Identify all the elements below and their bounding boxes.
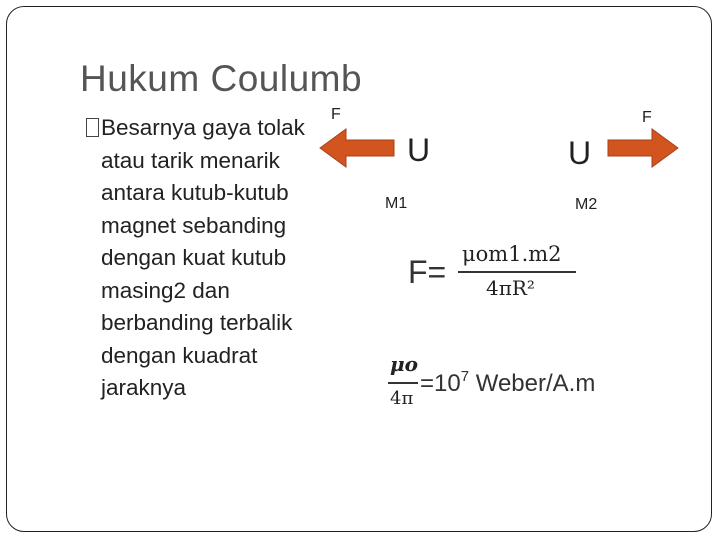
bullet-text <box>86 112 346 405</box>
pole-symbol-1: U <box>407 132 431 168</box>
permeability-denominator: 4π <box>390 388 414 409</box>
permeability-value <box>420 368 595 398</box>
bullet-line: jaraknya <box>101 375 187 400</box>
bullet-line: atau tarik menarik <box>101 147 280 173</box>
bullet-line: berbanding terbalik <box>101 310 293 335</box>
unit-label: Weber/A.m <box>469 370 596 397</box>
fraction-bar <box>458 271 576 273</box>
slide-title: Hukum Coulumb <box>80 58 363 99</box>
permeability-numerator: μo <box>390 352 418 376</box>
force-label-left: F <box>331 106 341 123</box>
fraction-bar <box>388 382 418 384</box>
bullet-line: masing2 dan <box>101 277 230 303</box>
equals-ten: =10 <box>420 370 461 397</box>
exponent: 7 <box>460 368 470 385</box>
formula-lhs: F= <box>408 254 447 290</box>
force-label-right: F <box>642 109 652 126</box>
bullet-line-text: Besarnya gaya tolak <box>101 115 305 140</box>
bullet-box-icon <box>86 118 99 137</box>
bullet-line: dengan kuadrat <box>101 342 258 368</box>
mass-label-1: M1 <box>385 195 408 212</box>
formula-denominator: 4πR² <box>486 276 535 300</box>
formula-numerator: μom1.m2 <box>462 242 562 266</box>
bullet-line <box>86 112 346 145</box>
bullet-line: antara kutub-kutub <box>101 180 289 205</box>
bullet-line: magnet sebanding <box>101 212 287 238</box>
mass-label-2: M2 <box>575 196 598 213</box>
pole-symbol-2: U <box>568 135 592 171</box>
bullet-line: dengan kuat kutub <box>101 245 287 270</box>
